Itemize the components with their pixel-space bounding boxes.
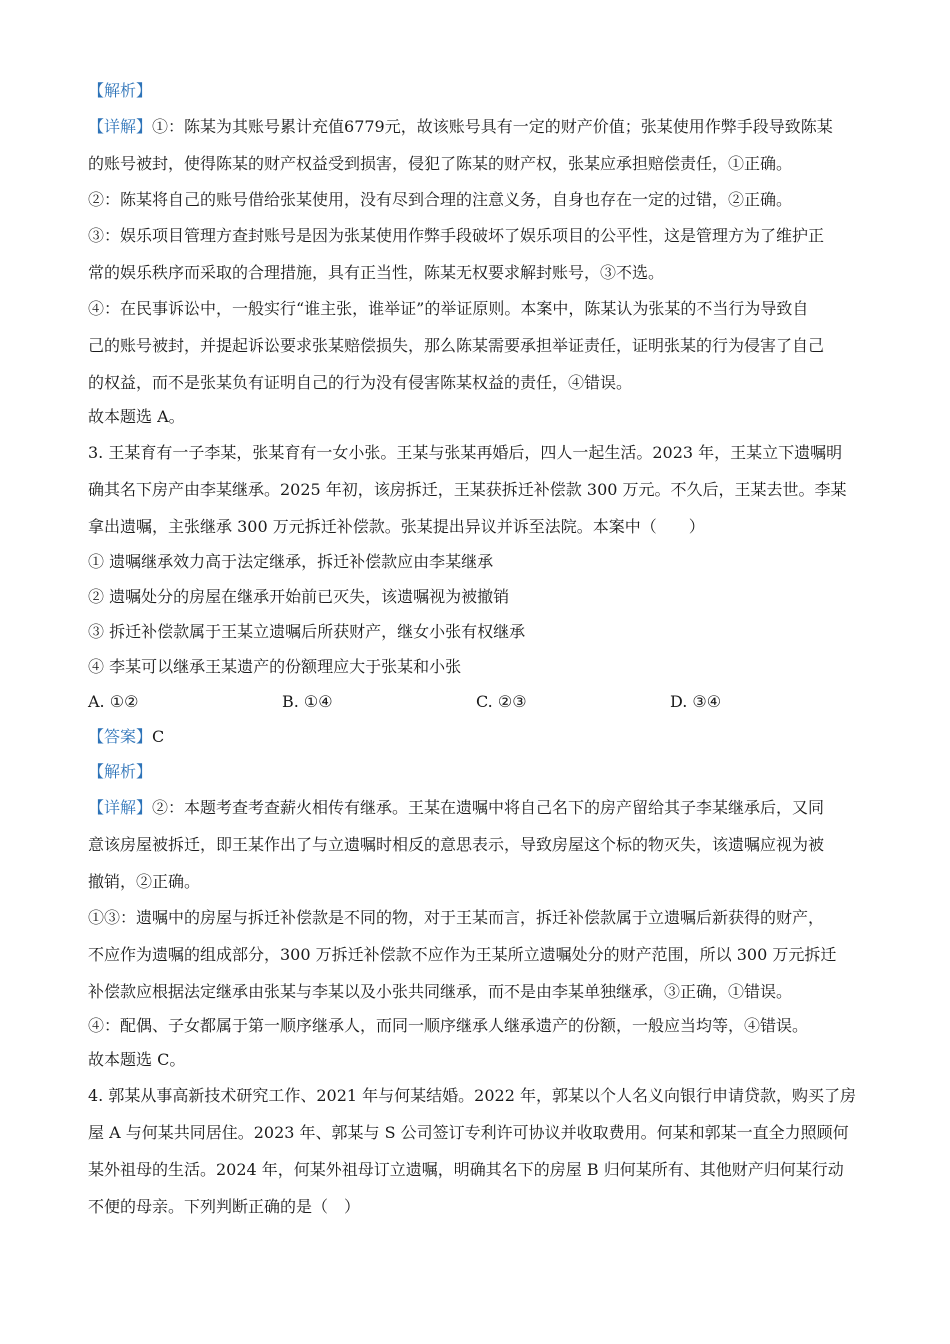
question-3-stem-line: 确其名下房产由李某继承。2025 年初，该房拆迁，王某获拆迁补偿款 300 万元。不久后，王某去世。李某	[88, 480, 847, 499]
answer-line	[88, 724, 864, 750]
analysis-point-13-line: 补偿款应根据法定继承由张某与李某以及小张共同继承，而不是由李某单独继承，③正确，①错误。	[88, 982, 793, 1001]
analysis-point-13-line: ①③：遗嘱中的房屋与拆迁补偿款是不同的物，对于王某而言，拆迁补偿款属于立遗嘱后新获得的财产，	[88, 908, 825, 927]
question-4-stem-line: 不便的母亲。下列判断正确的是（ ）	[88, 1197, 361, 1216]
question-4-stem-line: 某外祖母的生活。2024 年，何某外祖母订立遗嘱，明确其名下的房屋 B 归何某所有、其他财产归何某行动	[88, 1160, 844, 1179]
detail-tag: 【详解】	[88, 117, 153, 136]
statement-4: ④ 李某可以继承王某遗产的份额理应大于张某和小张	[88, 657, 462, 676]
analysis-point-4-line: ④：在民事诉讼中，一般实行“谁主张，谁举证”的举证原则。本案中，陈某认为张某的不当行为导致自	[88, 299, 809, 318]
option-c: C. ②③	[476, 692, 527, 711]
analysis-point-4-line: 的权益，而不是张某负有证明自己的行为没有侵害陈某权益的责任，④错误。	[88, 373, 633, 392]
statement-1: ① 遗嘱继承效力高于法定继承，拆迁补偿款应由李某继承	[88, 552, 494, 571]
document-content	[88, 78, 864, 1220]
question-4-stem-line: 屋 A 与何某共同居住。2023 年、郭某与 S 公司签订专利许可协议并收取费用。何某和郭某一直全力照顾何	[88, 1123, 849, 1142]
question-3-stem-line: 3. 王某育有一子李某，张某育有一女小张。王某与张某再婚后，四人一起生活。2023 年，王某立下遗嘱明	[88, 443, 843, 462]
conclusion-text: 故本题选 C。	[88, 1050, 186, 1069]
detail-tag: 【详解】	[88, 798, 153, 817]
analysis-heading	[88, 759, 864, 785]
option-b: B. ①④	[282, 692, 333, 711]
detail-paragraph-line: 意该房屋被拆迁，即王某作出了与立遗嘱时相反的意思表示，导致房屋这个标的物灭失，该遗嘱应视为被	[88, 835, 825, 854]
detail-paragraph-line: 撤销，②正确。	[88, 872, 201, 891]
paragraph-text: ①：陈某为其账号累计充值6779元，故该账号具有一定的财产价值；张某使用作弊手段导致陈某	[152, 117, 833, 136]
option-d: D. ③④	[670, 692, 722, 711]
option-a: A. ①②	[88, 692, 139, 711]
analysis-point-3-line: 常的娱乐秩序而采取的合理措施，具有正当性，陈某无权要求解封账号，③不选。	[88, 263, 665, 282]
analysis-point-4-line: 己的账号被封，并提起诉讼要求张某赔偿损失，那么陈某需要承担举证责任，证明张某的行为侵害了自己	[88, 336, 825, 355]
conclusion-text: 故本题选 A。	[88, 407, 185, 426]
question-4-stem-line: 4. 郭某从事高新技术研究工作、2021 年与何某结婚。2022 年，郭某以个人名义向银行申请贷款，购买了房	[88, 1086, 856, 1105]
analysis-point-4: ④：配偶、子女都属于第一顺序继承人，而同一顺序继承人继承遗产的份额，一般应当均等，④错误。	[88, 1016, 809, 1035]
statement-3: ③ 拆迁补偿款属于王某立遗嘱后所获财产，继女小张有权继承	[88, 622, 526, 641]
detail-paragraph-line: 的账号被封，使得陈某的财产权益受到损害，侵犯了陈某的财产权，张某应承担赔偿责任，①正确。	[88, 154, 793, 173]
detail-paragraph-line	[88, 114, 864, 140]
statement-2: ② 遗嘱处分的房屋在继承开始前已灭失，该遗嘱视为被撤销	[88, 587, 510, 606]
analysis-tag: 【解析】	[88, 81, 153, 100]
analysis-heading	[88, 78, 864, 104]
answer-tag: 【答案】	[88, 727, 153, 746]
analysis-point-3-line: ③：娱乐项目管理方查封账号是因为张某使用作弊手段破坏了娱乐项目的公平性，这是管理方为了维护正	[88, 226, 825, 245]
answer-options	[88, 689, 864, 715]
detail-paragraph-line	[88, 795, 864, 821]
question-3-stem-line: 拿出遗嘱，主张继承 300 万元拆迁补偿款。张某提出异议并诉至法院。本案中（ ）	[88, 517, 705, 536]
analysis-tag: 【解析】	[88, 762, 153, 781]
paragraph-text: ②：本题考查考查薪火相传有继承。王某在遗嘱中将自己名下的房产留给其子李某继承后，又同	[152, 798, 825, 817]
answer-value: C	[152, 727, 165, 746]
analysis-point-2: ②：陈某将自己的账号借给张某使用，没有尽到合理的注意义务，自身也存在一定的过错，②正确。	[88, 190, 793, 209]
analysis-point-13-line: 不应作为遗嘱的组成部分，300 万拆迁补偿款不应作为王某所立遗嘱处分的财产范围，所以 300 万元拆迁	[88, 945, 837, 964]
